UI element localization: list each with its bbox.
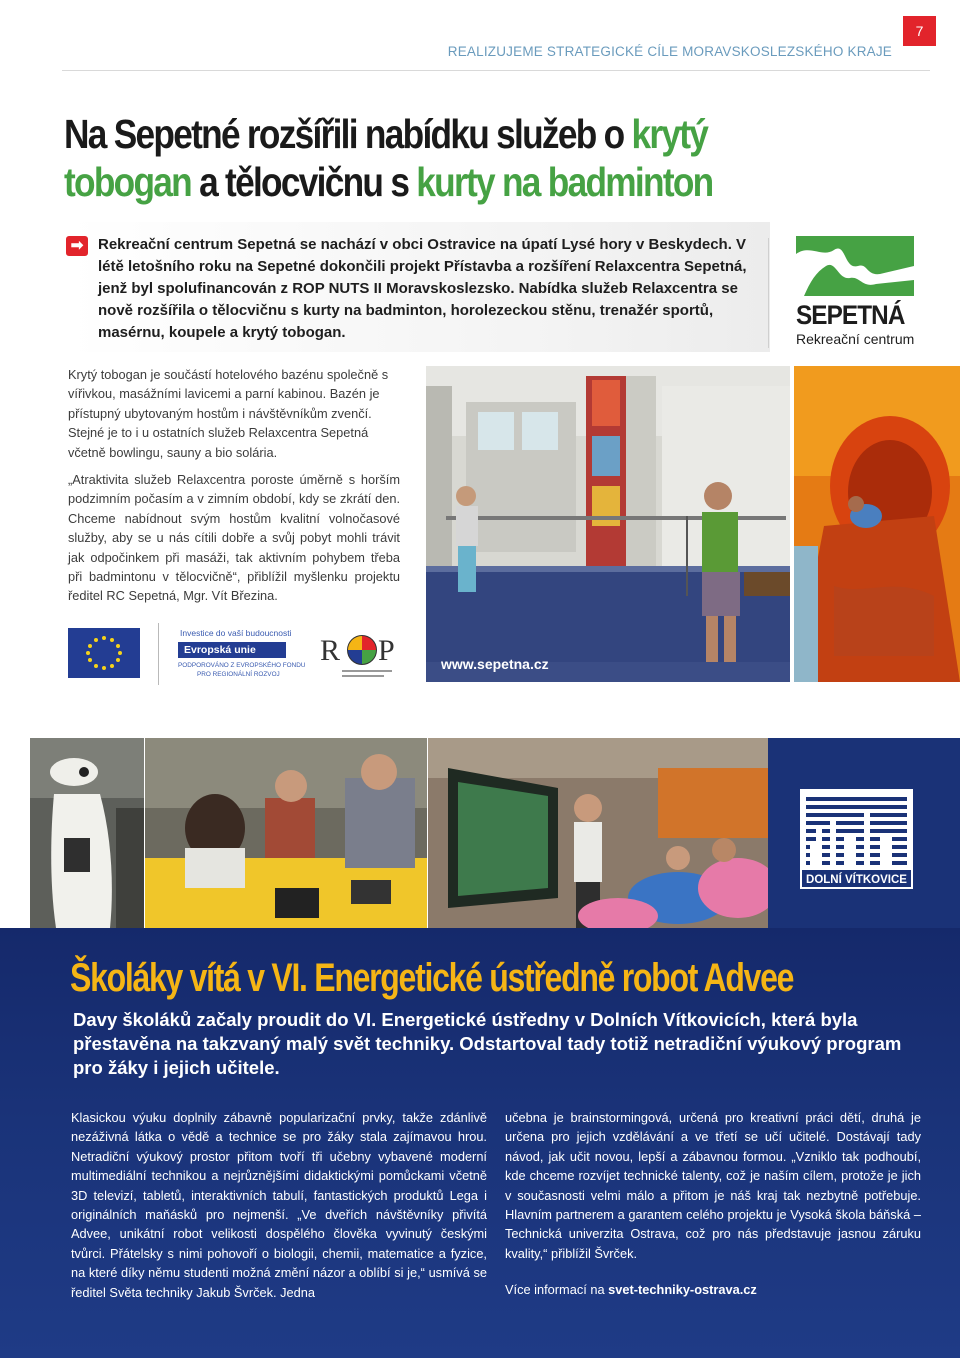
eu-union-label: Evropská unie xyxy=(178,642,286,658)
header-divider xyxy=(62,70,930,71)
article2-lead: Davy školáků začaly proudit do VI. Energetické ústředny v Dolních Vítkovicích, která byla přestavěna na takzvaný malý svět techniky. Odstartoval tady totiž netradiční výukový program pro žáky i jejich učitele. xyxy=(73,1009,902,1078)
students-tablets-photo xyxy=(145,738,427,928)
robot-advee-photo xyxy=(30,738,144,928)
photo-url-caption: www.sepetna.cz xyxy=(441,656,549,672)
headline-part: krytý xyxy=(631,111,708,157)
article1-paragraph: Krytý tobogan je součástí hotelového bazénu společně s vířivkou, masážními lavicemi a parní kabinou. Bazén je přístupný ubytovaným hostům i návštěvníkům zvenčí. Stejné je to i u ostatních služeb Relaxcentra Sepetná včetně bowlingu, sauny a bio solária. xyxy=(68,367,389,460)
eu-support-text: PODPOROVÁNO Z EVROPSKÉHO FONDU xyxy=(178,662,306,669)
section-kicker: REALIZUJEME STRATEGICKÉ CÍLE MORAVSKOSLEZSKÉHO KRAJE xyxy=(447,44,892,59)
logo-divider xyxy=(158,623,159,685)
water-slide-photo xyxy=(794,366,960,682)
gym-badminton-photo xyxy=(426,366,790,682)
page-number: 7 xyxy=(903,16,936,46)
eu-flag-icon xyxy=(68,628,140,678)
eu-support-text: PRO REGIONÁLNÍ ROZVOJ xyxy=(197,671,280,678)
article2-column-left: Klasickou výuku doplnily zábavně popularizační prvky, takže zdánlivě nezáživná látka o vědě a technice se pro žáky stala zajímavou hrou. Netradiční výukový prostor přitom tvoří tři učebny vybavené moderní multimediální technikou a nejrůznějšími didaktickými pomůckami včetně 3D televizí, tabletů, interaktivních tabulí, fantastických produktů Lega i originálních maňásků pro nejmenší. „Ve dveřích návštěvníky přivítá Advee, unikátní robot velikosti dospělého člověka vyvinutý českými tvůrci. Přátelsky s nimi pohovoří o biologii, chemii, matematice a fyzice, na které díky němu studenti možná změní názor a oblíbí si je,“ usmívá se ředitel Světa techniky Jakub Švrček. Jedna xyxy=(71,1110,487,1300)
article1-headline xyxy=(64,110,786,206)
classroom-3d-photo xyxy=(428,738,768,928)
arrow-right-icon: ➡ xyxy=(66,236,88,256)
headline-part: kurty na badminton xyxy=(416,159,713,205)
sepetna-logo-word: SEPETNÁ xyxy=(796,300,905,330)
lead-divider xyxy=(768,238,769,348)
headline-part: Na Sepetné rozšířili nabídku služeb o xyxy=(64,111,632,157)
more-info-link[interactable]: svet-techniky-ostrava.cz xyxy=(608,1282,757,1297)
article1-lead: Rekreační centrum Sepetná se nachází v obci Ostravice na úpatí Lysé hory v Beskydech. V létě letošního roku na Sepetné dokončili projekt Přístavba a rozšíření Relaxcentra Sepetná, jenž byl spolufinancován z ROP NUTS II Moravskoslezsko. Nabídka služeb Relaxcentra se nově rozšířila o tělocvičnu s kurty na badminton, horolezeckou stěnu, trenažér sportů, masérnu, koupele a krytý tobogan. xyxy=(98,236,747,341)
more-info-line xyxy=(505,1282,757,1297)
article2-column-right: učebna je brainstormingová, určená pro kreativní práci dětí, druhá je určena pro jejich vzdělávání a ve třetí se učí učitelé. Dostávají tady návod, jak učit novou, lepší a zábavnou formou. „Vzniklo tak podhoubí, kde chceme rozvíjet technické talenty, což je naším cílem, protože je jich v současnosti velmi málo a přitom je náš kraj tak nezbytně potřebuje. Hlavním partnerem a garantem celého projektu je Vysoká škola báňská – Technická univerzita Ostrava, což pro nás představuje jasnou záruku kvality,“ přiblížil Švrček. xyxy=(505,1110,921,1261)
headline-part: a tělocvičnu s xyxy=(191,159,417,205)
article2-headline: Školáky vítá v VI. Energetické ústředně robot Advee xyxy=(70,956,794,1000)
more-info-prefix: Více informací na xyxy=(505,1282,609,1297)
svg-text:P: P xyxy=(378,634,395,667)
eu-tagline: Investice do vaší budoucnosti xyxy=(180,628,292,638)
dolni-vitkovice-label: DOLNÍ VÍTKOVICE xyxy=(800,868,913,889)
rop-logo xyxy=(318,628,406,684)
article1-quote-paragraph: „Atraktivita služeb Relaxcentra poroste úměrně s horším podzimním počasím a v zimním období, kdy se zkrátí den. Chceme nabídnout svým hostům kvalitní volnočasové služby, aby se u nás cítili dobře a svůj pobyt mohli trávit jak odpočinkem při masáži, tak aktivním pohybem třeba při badmintonu v tělocvičně“, přiblížil myšlenku projektu ředitel RC Sepetná, Mgr. Vít Březina. xyxy=(68,472,400,604)
svg-text:R: R xyxy=(320,634,341,667)
sepetna-logo-subtitle: Rekreační centrum xyxy=(796,331,915,347)
headline-part: tobogan xyxy=(64,159,192,205)
